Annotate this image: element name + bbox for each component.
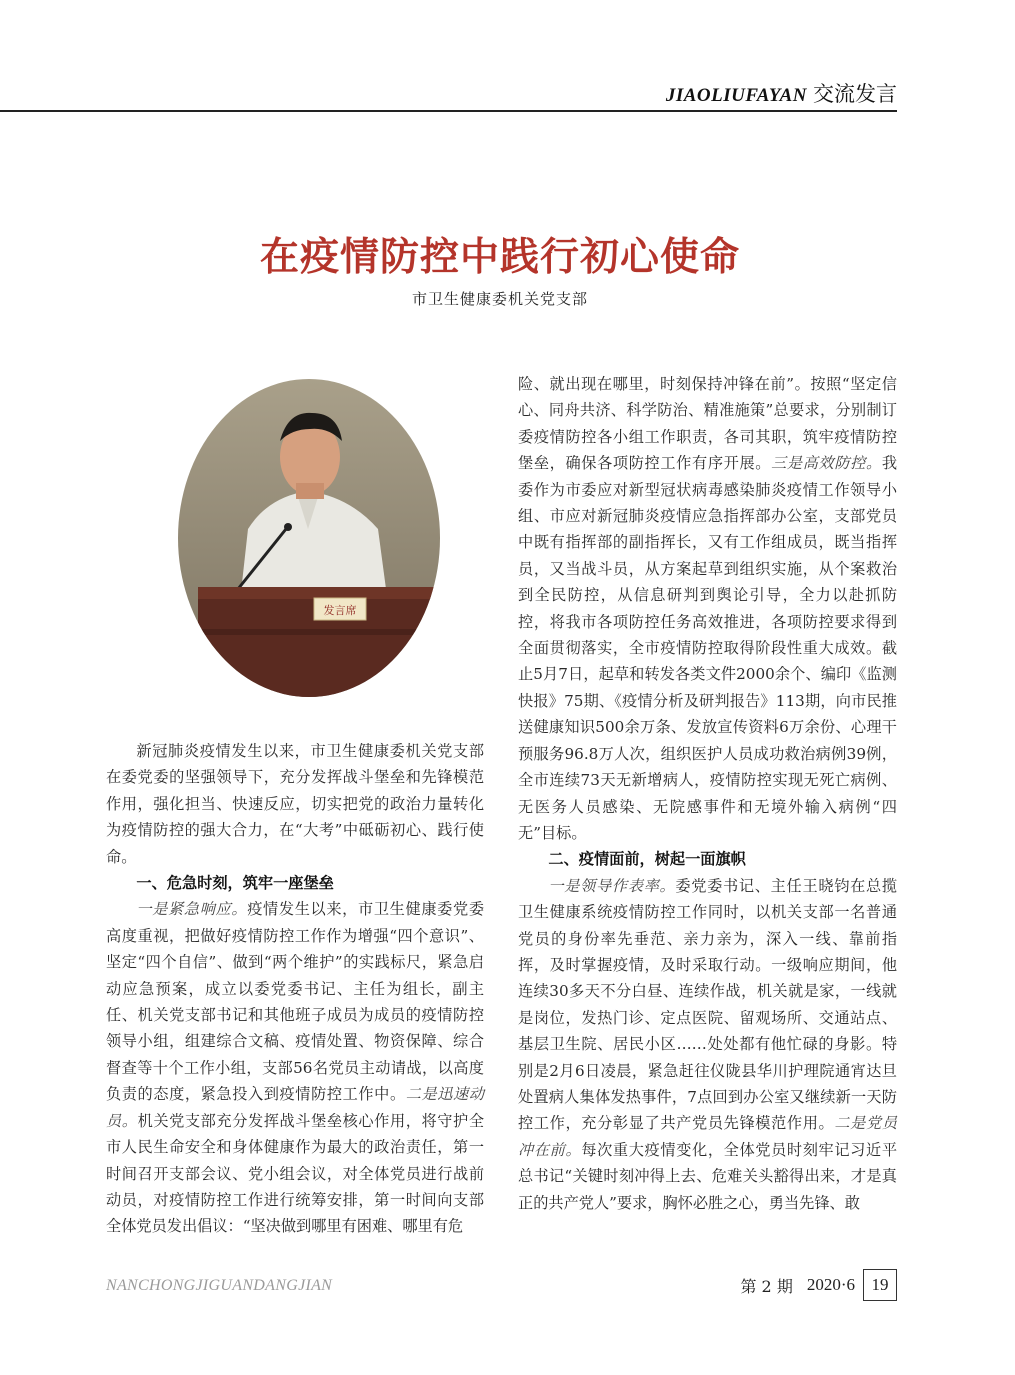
footer-issue-info bbox=[740, 1269, 897, 1301]
header-rule bbox=[0, 110, 897, 112]
paragraph-text: 委党委书记、主任王晓钧在总揽卫生健康系统疫情防控工作同时，以机关支部一名普通党员的身份率先垂范、亲力亲为，深入一线、靠前指挥，及时掌握疫情，及时采取行动。一级响应期间，他连续30多天不分白昼、连续作战，机关就是家，一线就是岗位，发热门诊、定点医院、留观场所、交通站点、基层卫生院、居民小区……处处都有他忙碌的身影。特别是2月6日凌晨，紧急赶往仪陇县华川护理院通宵达旦处置病人集体发热事件，7点回到办公室又继续新一天防控工作，充分彰显了共产党员先锋模范作用。 bbox=[518, 876, 898, 1133]
article-title: 在疫情防控中践行初心使命 bbox=[259, 234, 740, 280]
issue-number: 第 2 期 bbox=[740, 1276, 793, 1296]
left-column bbox=[106, 738, 484, 1240]
running-header bbox=[666, 78, 897, 108]
section-1-paragraph bbox=[106, 896, 484, 1239]
section-heading-1: 一、危急时刻，筑牢一座堡垒 bbox=[136, 874, 334, 893]
point-label: 三是高效防控。 bbox=[771, 454, 882, 473]
paragraph-text: 每次重大疫情变化，全体党员时刻牢记习近平总书记“关键时刻冲得上去、危难关头豁得出来，才是真正的共产党人”要求，胸怀必胜之心，勇当先锋、敢 bbox=[518, 1140, 898, 1212]
continued-paragraph bbox=[518, 371, 897, 846]
journal-name: NANCHONGJIGUANDANGJIAN bbox=[106, 1277, 333, 1294]
header-section-pinyin: JIAOLIUFAYAN bbox=[665, 85, 807, 106]
paragraph-text: 险、就出现在哪里，时刻保持冲锋在前”。按照“坚定信心、同舟共济、科学防治、精准施策”总要求，分别制订委疫情防控各小组工作职责，各司其职，筑牢疫情防控堡垒，确保各项防控工作有序开展。 bbox=[518, 375, 897, 473]
paragraph-text: 疫情发生以来，市卫生健康委党委高度重视，把做好疫情防控工作作为增强“四个意识”、坚定“四个自信”、做到“两个维护”的实践标尺，紧急启动应急预案，成立以委党委书记、主任为组长，副主任、机关党支部书记和其他班子成员为成员的疫情防控领导小组，组建综合文稿、疫情处置、物资保障、综合督查等十个工作小组，支部56名党员主动请战，以高度负责的态度，紧急投入到疫情防控工作中。 bbox=[106, 900, 485, 1104]
page-number: 19 bbox=[863, 1269, 897, 1301]
point-label: 一是紧急响应。 bbox=[136, 900, 248, 919]
section-heading-2: 二、疫情面前，树起一面旗帜 bbox=[548, 850, 746, 869]
speaker-photo bbox=[178, 379, 440, 697]
header-section-title: 交流发言 bbox=[813, 82, 897, 106]
issue-date: 2020·6 bbox=[806, 1275, 855, 1294]
article-author: 市卫生健康委机关党支部 bbox=[411, 290, 588, 308]
speaker-photo-illustration bbox=[178, 379, 440, 697]
section-2-paragraph bbox=[518, 873, 897, 1216]
intro-paragraph: 新冠肺炎疫情发生以来，市卫生健康委机关党支部在委党委的坚强领导下，充分发挥战斗堡垒和先锋模范作用，强化担当、快速反应，切实把党的政治力量转化为疫情防控的强大合力，在“大考”中砥砺初心、践行使命。 bbox=[106, 742, 484, 866]
point-label: 二是迅速动员。 bbox=[106, 1085, 485, 1130]
paragraph-text: 机关党支部充分发挥战斗堡垒核心作用，将守护全市人民生命安全和身体健康作为最大的政治责任，第一时间召开支部会议、党小组会议，对全体党员进行战前动员，对疫情防控工作进行统筹安排，第一时间向支部全体党员发出倡议：“坚决做到哪里有困难、哪里有危 bbox=[106, 1111, 485, 1236]
right-column bbox=[518, 371, 897, 1216]
paragraph-text: 我委作为市委应对新型冠状病毒感染肺炎疫情工作领导小组、市应对新冠肺炎疫情应急指挥部办公室，支部党员中既有指挥部的副指挥长，又有工作组成员，既当指挥员，又当战斗员，从方案起草到组织实施，从个案救治到全民防控，从信息研判到舆论引导，全力以赴抓防控，将我市各项防控任务高效推进，各项防控要求得到全面贯彻落实，全市疫情防控取得阶段性重大成效。截止5月7日，起草和转发各类文件2000余个、编印《监测快报》75期、《疫情分析及研判报告》113期，向市民推送健康知识500余万条、发放宣传资料6万余份、心理干预服务96.8万人次，组织医护人员成功救治病例39例，全市连续73天无新增病人，疫情防控实现无死亡病例、无医务人员感染、无院感事件和无境外输入病例“四无”目标。 bbox=[518, 454, 898, 842]
photo-sign-text: 发言席 bbox=[323, 604, 357, 617]
point-label: 一是领导作表率。 bbox=[548, 876, 676, 895]
point-label: 二是党员冲在前。 bbox=[518, 1114, 898, 1159]
